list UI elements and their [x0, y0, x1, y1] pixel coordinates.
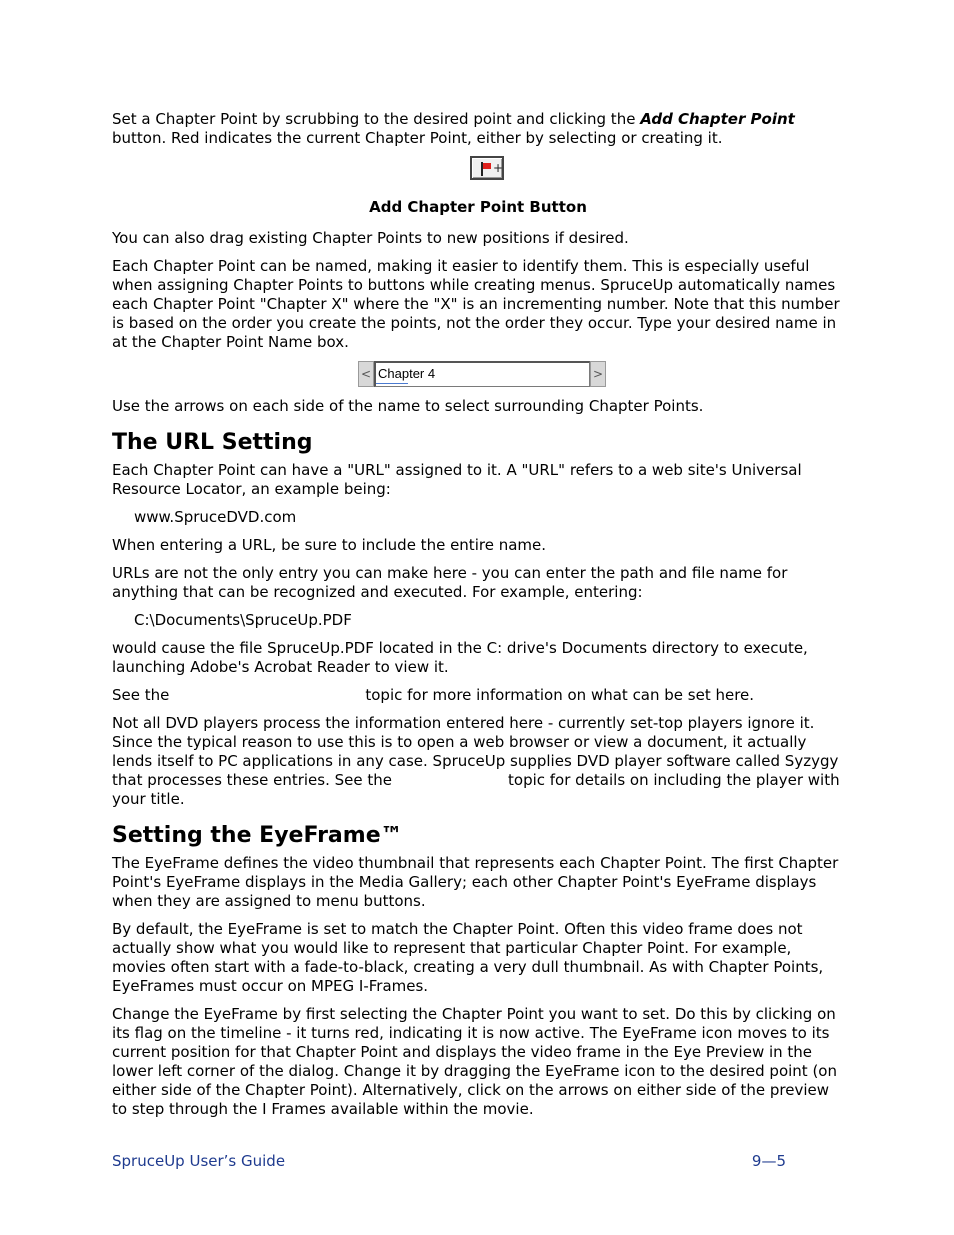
- next-chapter-arrow-icon[interactable]: >: [590, 361, 606, 387]
- intro-paragraph: Set a Chapter Point by scrubbing to the desired point and clicking the Add Chapter Point button. Red indicates the current Chapter Point, either by selecting or creating it.: [112, 110, 795, 147]
- eyeframe-section-heading: Setting the EyeFrame™: [112, 823, 403, 848]
- eyeframe-paragraph-2: By default, the EyeFrame is set to match the Chapter Point. Often this video frame does not actually show what you would like to represent that particular Chapter Point. For example, movies often start with a fade-to-black, creating a very dull thumbnail. As with Chapter Points, EyeFrames must occur on MPEG I-Frames.: [112, 920, 824, 995]
- add-chapter-point-button[interactable]: [470, 156, 504, 180]
- chapter-name-field[interactable]: Chapter 4: [374, 361, 590, 387]
- plus-icon: +: [493, 161, 504, 175]
- add-chapter-point-figure: [112, 156, 844, 186]
- previous-chapter-arrow-icon[interactable]: <: [358, 361, 374, 387]
- url-paragraph-1: Each Chapter Point can have a "URL" assigned to it. A "URL" refers to a web site's Universal Resource Locator, an example being:: [112, 461, 802, 498]
- url-example: www.SpruceDVD.com: [134, 508, 297, 526]
- url-paragraph-3: URLs are not the only entry you can make here - you can enter the path and file name for anything that can be recognized and executed. For example, entering:: [112, 564, 788, 601]
- arrows-paragraph: Use the arrows on each side of the name to select surrounding Chapter Points.: [112, 397, 704, 415]
- add-chapter-point-emphasis: Add Chapter Point: [640, 110, 795, 128]
- naming-paragraph: Each Chapter Point can be named, making it easier to identify them. This is especially useful when assigning Chapter Points to buttons while creating menus. SpruceUp automatically names each Chapter Point "Chapter X" where the "X" is an incrementing number. Note that this number is based on the order you create the points, not the order they occur. Type your desired name in at the Chapter Point Name box.: [112, 257, 840, 351]
- footer-page-number: 9—5: [751, 1152, 786, 1170]
- eyeframe-paragraph-3: Change the EyeFrame by first selecting the Chapter Point you want to set. Do this by clicking on its flag on the timeline - it turns red, indicating it is now active. The EyeFrame icon moves to its current position for that Chapter Point and displays the video frame in the Eye Preview in the lower left corner of the dialog. Change it by dragging the EyeFrame icon to the desired point (on either side of the Chapter Point). Alternatively, click on the arrows on either side of the preview to step through the I Frames available within the movie.: [112, 1005, 837, 1118]
- red-flag-icon: [481, 162, 491, 176]
- document-body: [112, 110, 844, 1128]
- url-paragraph-6: Not all DVD players process the information entered here - currently set-top players ignore it. Since the typical reason to use this is to open a web browser or view a document, it actually lends itself to PC applications in any case. SpruceUp supplies DVD player software called Syzygy that processes these entries. See the topic for details on including the player with your title.: [112, 714, 840, 808]
- page-footer: [112, 1152, 786, 1171]
- chapter-name-box: [358, 361, 606, 387]
- drag-paragraph: You can also drag existing Chapter Points to new positions if desired.: [112, 229, 629, 247]
- chapter-name-figure: [112, 361, 844, 389]
- footer-guide-title: SpruceUp User’s Guide: [112, 1152, 286, 1170]
- url-paragraph-5: See the topic for more information on what can be set here.: [112, 686, 755, 704]
- figure-caption: Add Chapter Point Button: [369, 198, 587, 216]
- url-paragraph-4: would cause the file SpruceUp.PDF located in the C: drive's Documents directory to execute, launching Adobe's Acrobat Reader to view it.: [112, 639, 808, 676]
- url-section-heading: The URL Setting: [112, 430, 313, 455]
- url-paragraph-2: When entering a URL, be sure to include the entire name.: [112, 536, 546, 554]
- path-example: C:\Documents\SpruceUp.PDF: [134, 611, 352, 629]
- eyeframe-paragraph-1: The EyeFrame defines the video thumbnail that represents each Chapter Point. The first Chapter Point's EyeFrame displays in the Media Gallery; each other Chapter Point's EyeFrame displays when they are assigned to menu buttons.: [112, 854, 839, 910]
